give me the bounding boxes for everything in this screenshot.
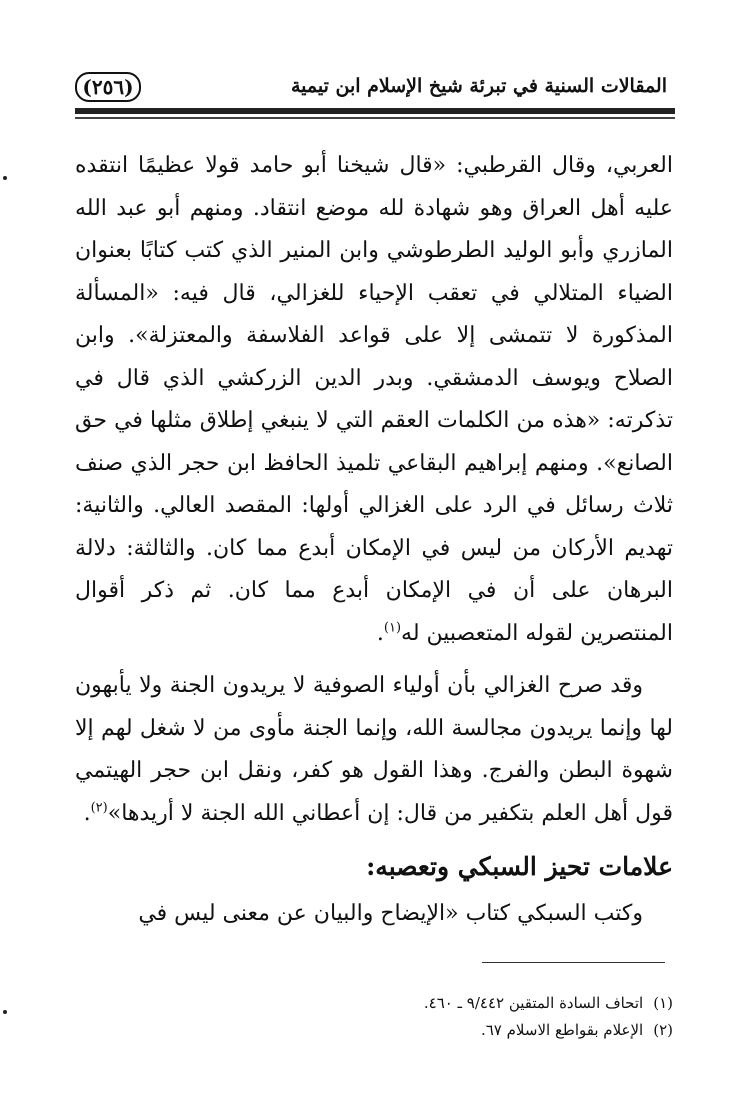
page-header bbox=[75, 68, 675, 104]
footnote-1-text: اتحاف السادة المتقين ٩/٤٤٢ ـ ٤٦٠. bbox=[423, 994, 644, 1012]
paragraph-1 bbox=[75, 145, 673, 655]
footnote-2-text: الإعلام بقواطع الاسلام ٦٧. bbox=[480, 1021, 644, 1039]
header-rule-thick bbox=[75, 108, 675, 114]
page-number: (٢٥٦) bbox=[75, 72, 141, 102]
paragraph-2-end: . bbox=[83, 800, 91, 826]
footnote-ref-2: (٢) bbox=[90, 800, 108, 816]
header-rule-thin bbox=[75, 117, 675, 119]
footnotes bbox=[75, 990, 673, 1044]
paragraph-3: وكتب السبكي كتاب «الإيضاح والبيان عن معنى ليس في bbox=[138, 901, 643, 926]
footnote-ref-1: (١) bbox=[383, 620, 402, 636]
scan-speck bbox=[3, 1010, 7, 1014]
footnote-divider bbox=[482, 962, 665, 963]
paragraph-1-text: العربي، وقال القرطبي: «قال شيخنا أبو حامد قولا عظيمًا انتقده عليه أهل العراق وهو شهادة لله موضع انتقاد. ومنهم أبو عبد الله المازري وأبو الوليد الطرطوشي وابن المنير الذي كتب كتابًا بعنوان الضياء المتلالي في تعقب الإحياء للغزالي، قال فيه: «المسألة المذكورة لا تتمشى إلا على قواعد الفلاسفة والمعتزلة». وابن الصلاح ويوسف الدمشقي. وبدر الدين الزركشي الذي قال في تذكرته: «هذه من الكلمات العقم التي لا ينبغي إطلاق مثلها في حق الصانع». ومنهم إبراهيم البقاعي تلميذ الحافظ ابن حجر الذي صنف ثلاث رسائل في الرد على الغزالي أولها: المقصد العالي. والثانية: تهديم الأركان من ليس في الإمكان أبدع مما كان. والثالثة: دلالة البرهان على أن في الإمكان أبدع مما كان. ثم ذكر أقوال المنتصرين لقوله المتعصبين له bbox=[75, 153, 673, 646]
footnote-1 bbox=[75, 990, 673, 1017]
footnote-1-mark: (١) bbox=[653, 994, 673, 1012]
scan-speck bbox=[3, 176, 7, 180]
paragraph-2-text: وقد صرح الغزالي بأن أولياء الصوفية لا يريدون الجنة ولا يأبهون لها وإنما يريدون مجالسة الله، وإنما الجنة مأوى من لا شغل لهم إلا شهوة البطن والفرج. وهذا القول هو كفر، ونقل ابن حجر الهيتمي قول أهل العلم بتكفير من قال: إن أعطاني الله الجنة لا أريدها» bbox=[75, 673, 673, 826]
footnote-2-mark: (٢) bbox=[653, 1021, 673, 1039]
footnote-2 bbox=[75, 1017, 673, 1044]
paragraph-1-end: . bbox=[376, 620, 384, 646]
running-title: المقالات السنية في تبرئة شيخ الإسلام ابن تيمية bbox=[290, 75, 667, 97]
main-text bbox=[75, 145, 673, 936]
section-heading: علامات تحيز السبكي وتعصبه: bbox=[366, 852, 673, 881]
paragraph-2 bbox=[75, 665, 673, 835]
